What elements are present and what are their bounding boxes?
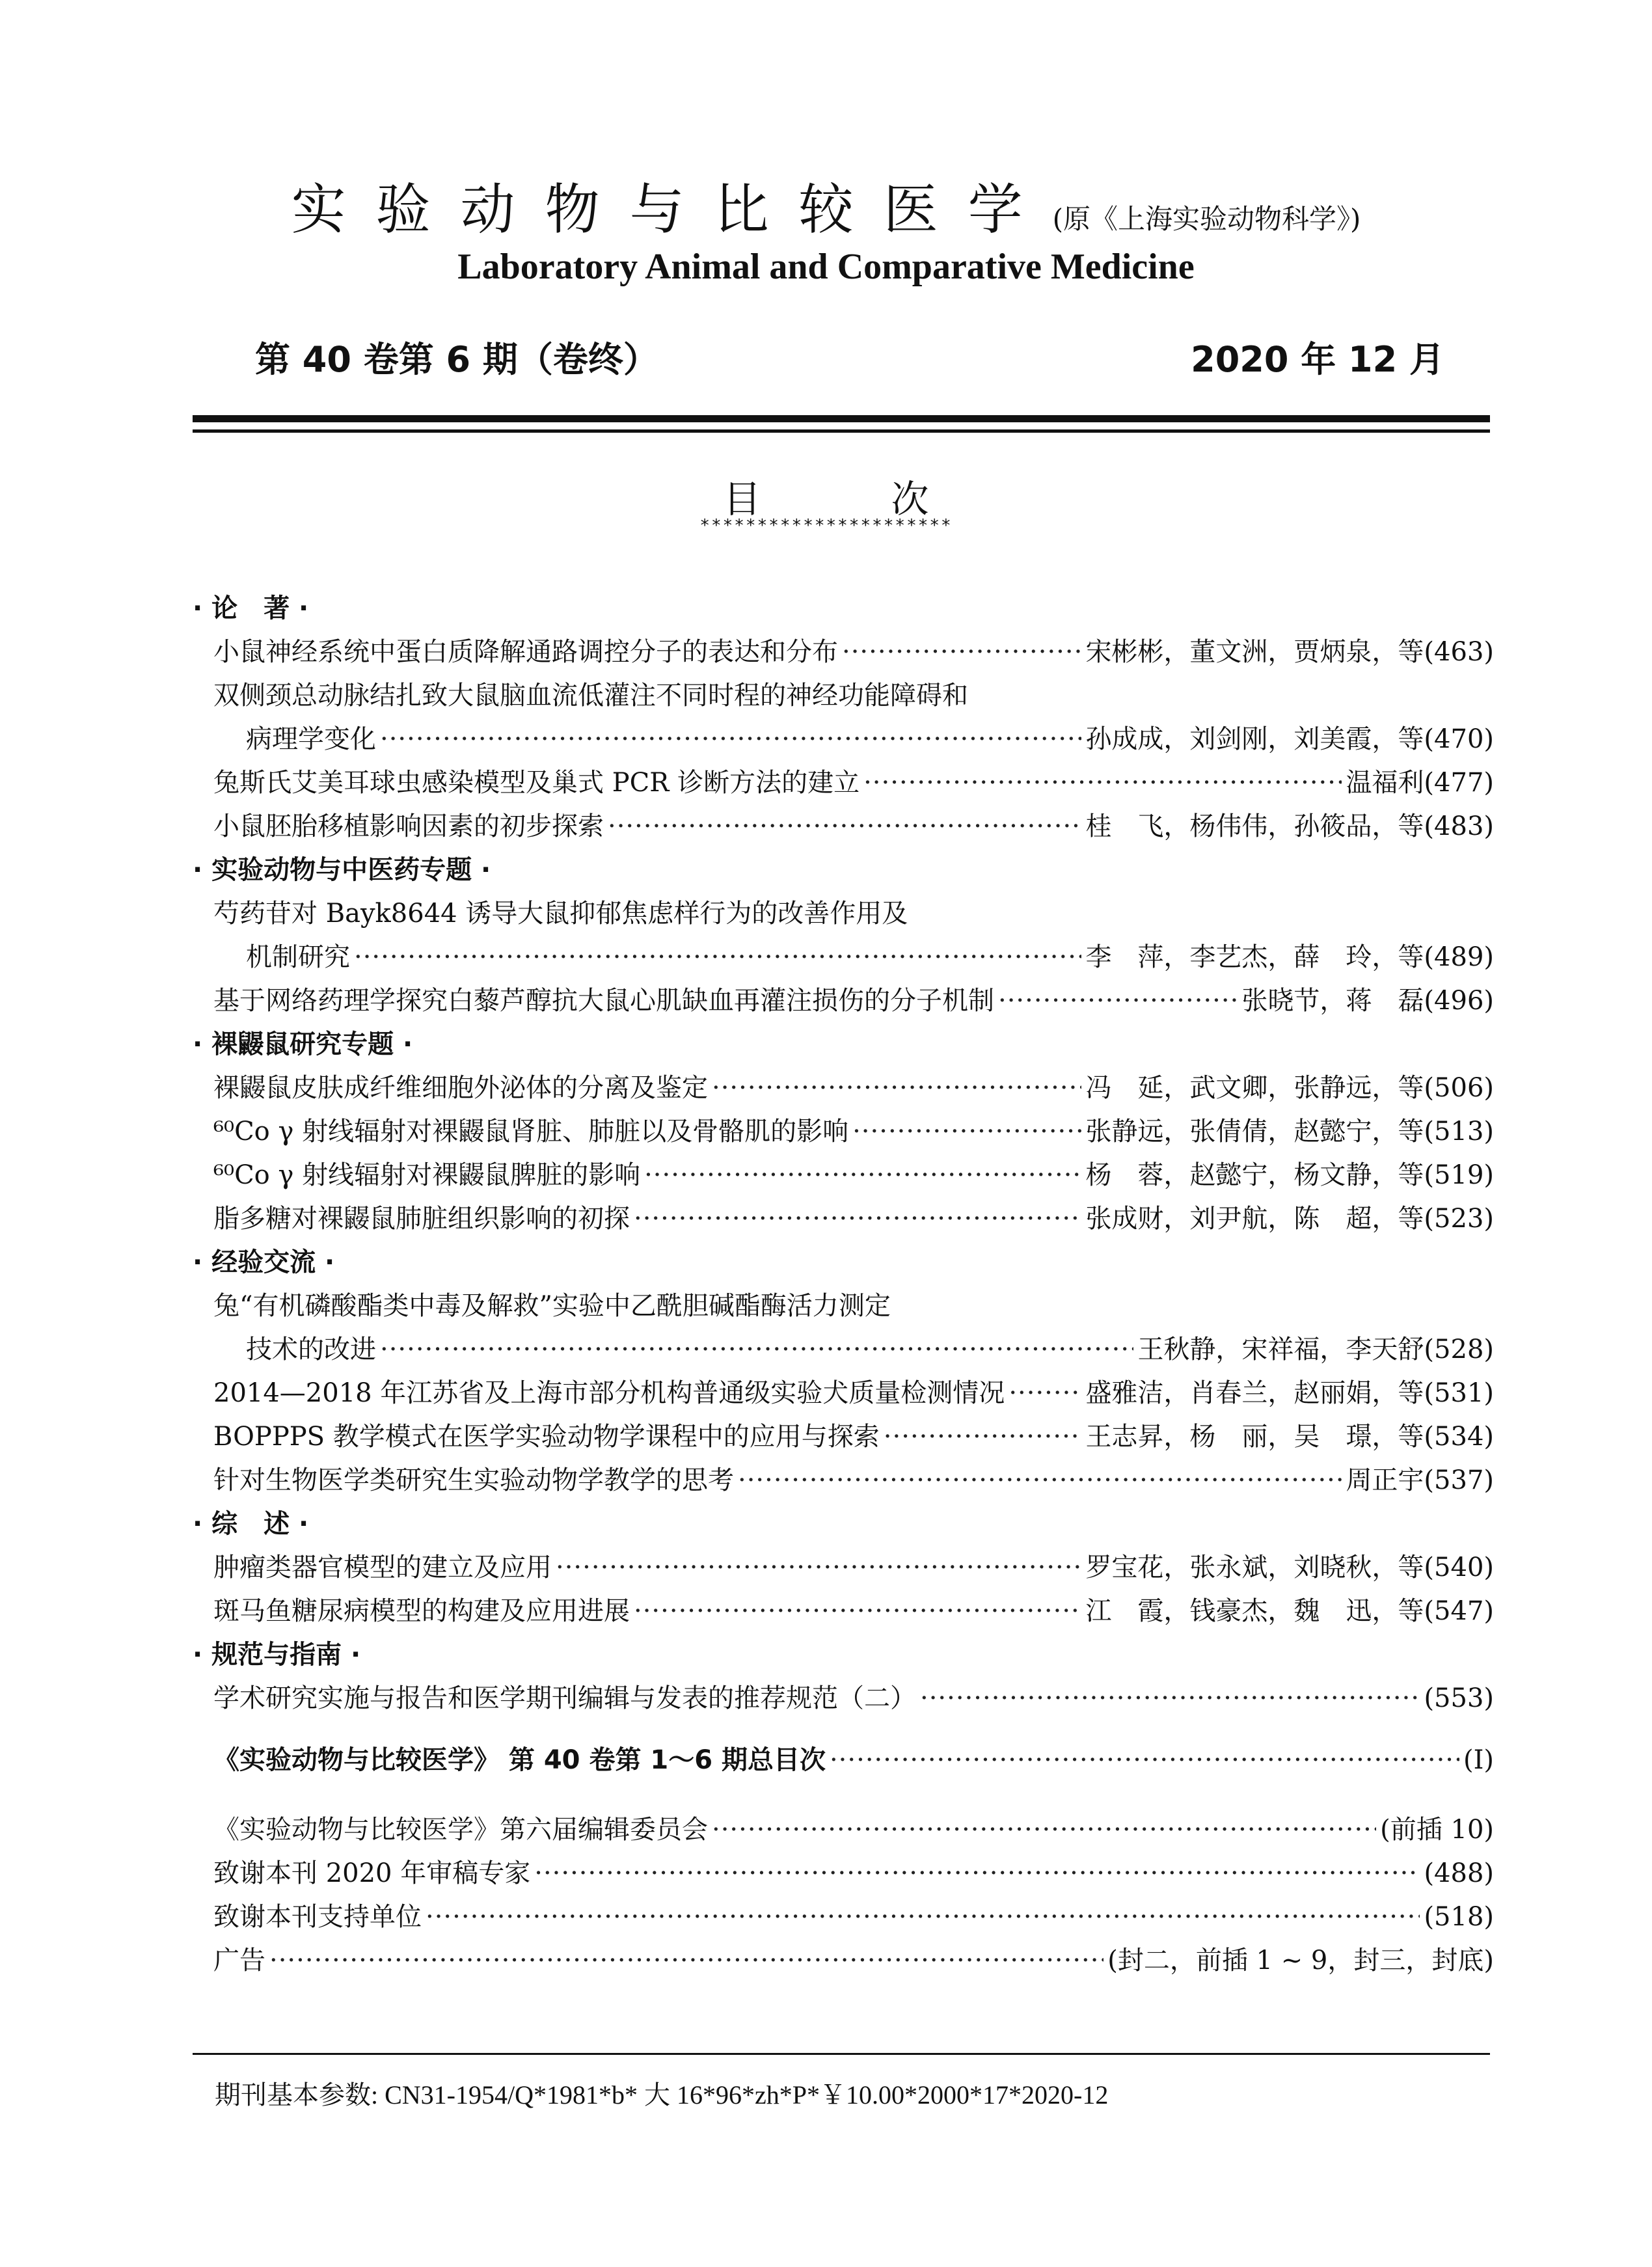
journal-title-block bbox=[0, 166, 1652, 245]
toc-entry bbox=[193, 936, 1494, 979]
toc-entry-authors: 王秋静，宋祥福，李天舒(528) bbox=[1137, 1335, 1494, 1364]
toc-entry bbox=[193, 1197, 1494, 1241]
toc-entry-title: 2014—2018 年江苏省及上海市部分机构普通级实验犬质量检测情况 bbox=[213, 1378, 1005, 1408]
toc-entry-authors: 张晓节，蒋 磊(496) bbox=[1241, 986, 1494, 1016]
toc-entry-authors: 张静远，张倩倩，赵懿宁，等(513) bbox=[1085, 1117, 1494, 1147]
toc-entry-title: 裸鼹鼠皮肤成纤维细胞外泌体的分离及鉴定 bbox=[213, 1073, 708, 1103]
toc-leader-dots bbox=[380, 1328, 1133, 1372]
toc-entry bbox=[193, 1154, 1494, 1197]
toc-leader-dots bbox=[634, 1590, 1081, 1633]
toc-entry bbox=[193, 1677, 1494, 1720]
toc-entry-title: ⁶⁰Co γ 射线辐射对裸鼹鼠肾脏、肺脏以及骨骼肌的影响 bbox=[213, 1117, 849, 1147]
toc-entry-authors: 宋彬彬，董文洲，贾炳泉，等(463) bbox=[1085, 637, 1494, 667]
toc-leader-dots bbox=[556, 1546, 1081, 1590]
toc-entry bbox=[193, 1415, 1494, 1459]
toc-entry-authors: 李 萍，李艺杰，薛 玲，等(489) bbox=[1085, 942, 1494, 972]
toc-entry bbox=[193, 718, 1494, 761]
toc-entry-title: 斑马鱼糖尿病模型的构建及应用进展 bbox=[213, 1596, 630, 1626]
toc-leader-dots bbox=[1009, 1372, 1081, 1415]
toc-entry-authors: 罗宝花，张永斌，刘晓秋，等(540) bbox=[1085, 1553, 1494, 1582]
toc-entry-authors: 盛雅洁，肖春兰，赵丽娟，等(531) bbox=[1085, 1378, 1494, 1408]
toc-entry bbox=[193, 1328, 1494, 1372]
toc-entry-title: 小鼠胚胎移植影响因素的初步探索 bbox=[213, 811, 604, 841]
toc-leader-dots bbox=[863, 761, 1342, 805]
toc-entry-title-line1: 兔“有机磷酸酯类中毒及解救”实验中乙酰胆碱酯酶活力测定 bbox=[213, 1291, 891, 1321]
toc-misc-entry bbox=[193, 1895, 1494, 1939]
issue-label: 第 40 卷第 6 期（卷终） bbox=[255, 339, 658, 380]
toc-entry-authors: (封二，前插 1 ~ 9，封三，封底) bbox=[1107, 1946, 1494, 1975]
issue-date: 2020 年 12 月 bbox=[1191, 339, 1444, 380]
toc-leader-dots bbox=[830, 1739, 1459, 1782]
toc-spacer bbox=[193, 1720, 1494, 1739]
toc-entry-title: 《实验动物与比较医学》第六届编辑委员会 bbox=[213, 1815, 708, 1845]
toc-entry bbox=[193, 761, 1494, 805]
toc-entry bbox=[193, 979, 1494, 1023]
toc-misc-entry bbox=[193, 1852, 1494, 1895]
toc-entry-authors: 周正宇(537) bbox=[1346, 1465, 1494, 1495]
toc-entry-authors: 江 霞，钱豪杰，魏 迅，等(547) bbox=[1085, 1596, 1494, 1626]
toc-leader-dots bbox=[884, 1415, 1082, 1459]
toc-entry-title: 广告 bbox=[213, 1946, 265, 1975]
table-of-contents bbox=[193, 587, 1494, 1983]
toc-leader-dots bbox=[354, 936, 1081, 979]
toc-leader-dots bbox=[842, 631, 1081, 674]
toc-leader-dots bbox=[608, 805, 1081, 848]
toc-entry-title: ⁶⁰Co γ 射线辐射对裸鼹鼠脾脏的影响 bbox=[213, 1160, 641, 1190]
toc-entry-authors: (553) bbox=[1424, 1683, 1494, 1713]
toc-leader-dots bbox=[738, 1459, 1342, 1502]
toc-leader-dots bbox=[920, 1677, 1420, 1720]
toc-leader-dots bbox=[712, 1066, 1081, 1110]
toc-entry-title: 致谢本刊支持单位 bbox=[213, 1902, 422, 1932]
toc-leader-dots bbox=[998, 979, 1238, 1023]
toc-entry-authors: 张成财，刘尹航，陈 超，等(523) bbox=[1085, 1204, 1494, 1234]
header-rule-thin bbox=[193, 429, 1490, 433]
toc-entry-title: 基于网络药理学探究白藜芦醇抗大鼠心肌缺血再灌注损伤的分子机制 bbox=[213, 986, 994, 1016]
journal-params: 期刊基本参数: CN31-1954/Q*1981*b* 大 16*96*zh*P*￥10.00*2000*17*2020-12 bbox=[215, 2080, 1109, 2110]
toc-misc-entry bbox=[193, 1939, 1494, 1983]
toc-entry-title: BOPPPS 教学模式在医学实验动物学课程中的应用与探索 bbox=[213, 1422, 880, 1452]
toc-leader-dots bbox=[269, 1939, 1104, 1983]
toc-entry bbox=[193, 1590, 1494, 1633]
toc-leader-dots bbox=[712, 1808, 1376, 1852]
toc-section-title: · 综 述 · bbox=[193, 1509, 309, 1539]
toc-entry-title-line1: 芍药苷对 Bayk8644 诱导大鼠抑郁焦虑样行为的改善作用及 bbox=[213, 899, 908, 929]
toc-entry-title: 学术研究实施与报告和医学期刊编辑与发表的推荐规范（二） bbox=[213, 1683, 916, 1713]
toc-entry bbox=[193, 1110, 1494, 1154]
footer-rule bbox=[193, 2053, 1490, 2055]
toc-entry-title: 技术的改进 bbox=[246, 1335, 376, 1364]
journal-formerly: (原《上海实验动物科学》) bbox=[1052, 203, 1361, 235]
toc-annual-index bbox=[193, 1739, 1494, 1782]
toc-entry-authors: 温福利(477) bbox=[1346, 768, 1494, 798]
toc-spacer bbox=[193, 1782, 1494, 1808]
toc-entry bbox=[193, 805, 1494, 848]
journal-title-cn: 实验动物与比较医学 bbox=[291, 178, 1053, 241]
toc-section-title: · 实验动物与中医药专题 · bbox=[193, 855, 491, 885]
toc-entry-authors: (518) bbox=[1424, 1902, 1494, 1932]
toc-entry-title: 针对生物医学类研究生实验动物学教学的思考 bbox=[213, 1465, 734, 1495]
toc-entry bbox=[193, 631, 1494, 674]
toc-entry bbox=[193, 1459, 1494, 1502]
toc-leader-dots bbox=[634, 1197, 1081, 1241]
toc-entry-title: 脂多糖对裸鼹鼠肺脏组织影响的初探 bbox=[213, 1204, 630, 1234]
toc-section-title: · 裸鼹鼠研究专题 · bbox=[193, 1029, 413, 1059]
toc-entry-authors: 桂 飞，杨伟伟，孙筱品，等(483) bbox=[1085, 811, 1494, 841]
toc-entry-authors: (前插 10) bbox=[1380, 1815, 1494, 1845]
toc-section-title: · 规范与指南 · bbox=[193, 1640, 361, 1670]
toc-entry bbox=[193, 1546, 1494, 1590]
toc-entry-title: 兔斯氏艾美耳球虫感染模型及巢式 PCR 诊断方法的建立 bbox=[213, 768, 860, 798]
journal-title-en: Laboratory Animal and Comparative Medicine bbox=[457, 247, 1195, 287]
toc-entry-title: 机制研究 bbox=[246, 942, 350, 972]
toc-entry-title: 致谢本刊 2020 年审稿专家 bbox=[213, 1858, 531, 1888]
toc-heading-stars: ********************** bbox=[699, 516, 953, 536]
toc-heading: 目次 bbox=[723, 477, 1059, 521]
toc-entry-authors: (Ⅰ) bbox=[1463, 1745, 1494, 1775]
toc-misc-entry bbox=[193, 1808, 1494, 1852]
toc-section-title: · 经验交流 · bbox=[193, 1247, 335, 1277]
toc-entry-title: 肿瘤类器官模型的建立及应用 bbox=[213, 1553, 552, 1582]
toc-entry-authors: 孙成成，刘剑刚，刘美霞，等(470) bbox=[1085, 724, 1494, 754]
toc-entry-title-line1: 双侧颈总动脉结扎致大鼠脑血流低灌注不同时程的神经功能障碍和 bbox=[213, 681, 968, 711]
toc-entry-authors: (488) bbox=[1424, 1858, 1494, 1888]
toc-entry-title: 病理学变化 bbox=[246, 724, 376, 754]
header-rule-thick bbox=[193, 415, 1490, 422]
toc-leader-dots bbox=[380, 718, 1081, 761]
toc-leader-dots bbox=[534, 1852, 1420, 1895]
toc-entry-title: 《实验动物与比较医学》 第 40 卷第 1～6 期总目次 bbox=[213, 1745, 826, 1775]
toc-leader-dots bbox=[644, 1154, 1081, 1197]
toc-leader-dots bbox=[852, 1110, 1081, 1154]
toc-entry bbox=[193, 1372, 1494, 1415]
toc-entry-authors: 王志昇，杨 丽，吴 璟，等(534) bbox=[1085, 1422, 1494, 1452]
toc-section-title: · 论 著 · bbox=[193, 593, 309, 623]
toc-leader-dots bbox=[426, 1895, 1420, 1939]
toc-entry-authors: 杨 蓉，赵懿宁，杨文静，等(519) bbox=[1085, 1160, 1494, 1190]
toc-entry-authors: 冯 延，武文卿，张静远，等(506) bbox=[1085, 1073, 1494, 1103]
toc-entry bbox=[193, 1066, 1494, 1110]
toc-entry-title: 小鼠神经系统中蛋白质降解通路调控分子的表达和分布 bbox=[213, 637, 838, 667]
